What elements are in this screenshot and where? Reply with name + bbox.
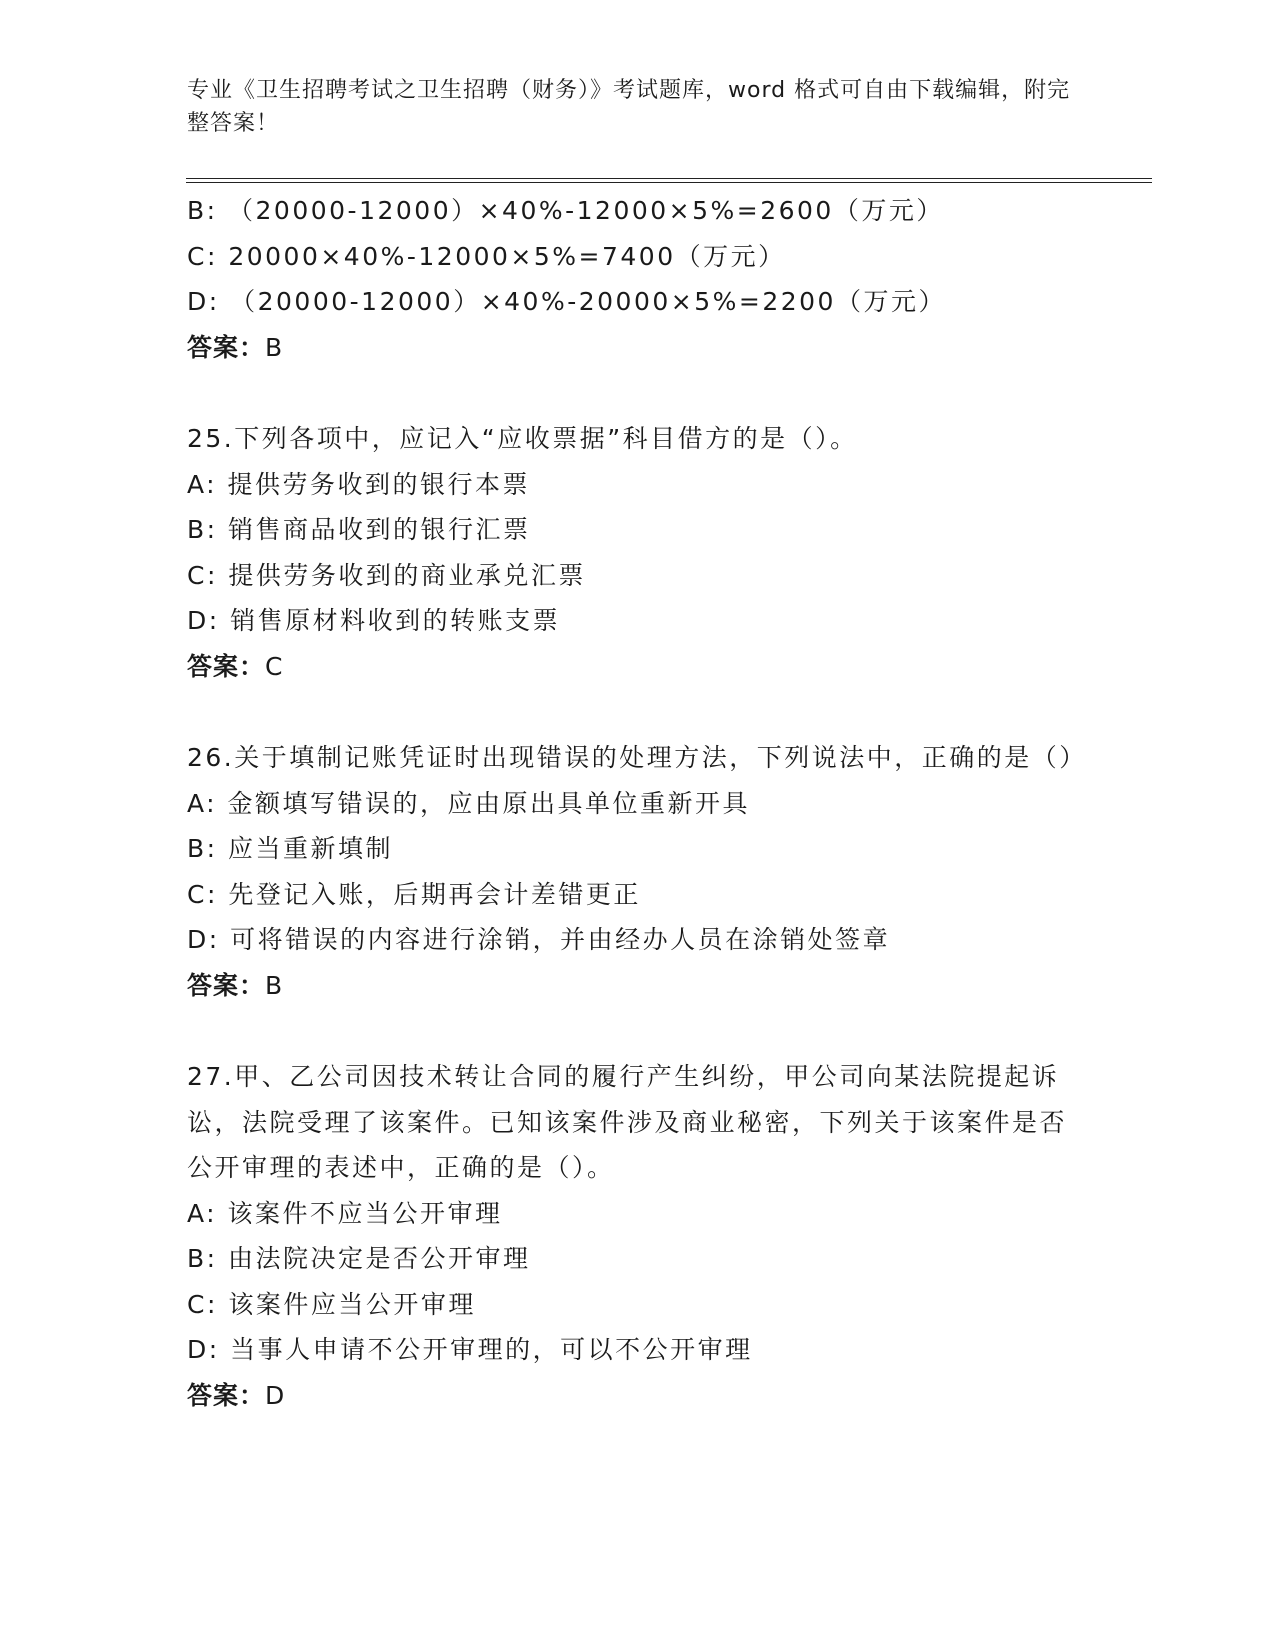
document-header [187,74,1087,140]
question-27 [187,1054,1077,1418]
option-c: C: 该案件应当公开审理 [187,1289,476,1319]
option-d: D: 销售原材料收到的转账支票 [187,606,561,635]
option-d: D: 当事人申请不公开审理的，可以不公开审理 [187,1335,753,1364]
header-double-rule [186,178,1152,183]
option-b: B: （20000-12000）×40%-12000×5%=2600（万元） [187,196,944,225]
option-b: B: 销售商品收到的银行汇票 [187,515,531,544]
previous-question-block [187,188,1077,370]
question-26 [187,735,1087,1008]
answer-value: D [265,1380,286,1410]
option-b: B: 应当重新填制 [187,834,394,863]
question-25 [187,416,1077,689]
answer-label: 答案： [187,651,266,681]
option-d: D: 可将错误的内容进行涂销，并由经办人员在涂销处签章 [187,925,891,954]
question-content [187,188,1087,1418]
question-stem: 26.关于填制记账凭证时出现错误的处理方法，下列说法中，正确的是（） [187,743,1087,772]
answer-value: B [265,332,284,362]
answer-line [187,644,1077,690]
question-stem: 27.甲、乙公司因技术转让合同的履行产生纠纷，甲公司向某法院提起诉讼，法院受理了该案件。已知该案件涉及商业秘密，下列关于该案件是否公开审理的表述中，正确的是（）。 [187,1062,1068,1182]
option-a: A: 金额填写错误的，应由原出具单位重新开具 [187,788,751,818]
option-a: A: 提供劳务收到的银行本票 [187,469,531,499]
option-c: C: 提供劳务收到的商业承兑汇票 [187,560,586,590]
answer-value: B [265,970,284,1000]
answer-line [187,325,1077,371]
option-a: A: 该案件不应当公开审理 [187,1198,503,1228]
option-d: D: （20000-12000）×40%-20000×5%=2200（万元） [187,287,946,316]
option-c: C: 先登记入账，后期再会计差错更正 [187,879,641,909]
answer-line [187,963,1077,1009]
option-c: C: 20000×40%-12000×5%=7400（万元） [187,241,786,271]
option-b: B: 由法院决定是否公开审理 [187,1244,531,1273]
header-text: 专业《卫生招聘考试之卫生招聘（财务）》考试题库，word 格式可自由下载编辑，附完整答案！ [187,78,1071,136]
question-stem: 25.下列各项中，应记入“应收票据”科目借方的是（）。 [187,424,858,453]
answer-line [187,1373,1077,1419]
answer-label: 答案： [187,1380,266,1410]
answer-value: C [265,651,284,681]
answer-label: 答案： [187,332,266,362]
answer-label: 答案： [187,970,266,1000]
